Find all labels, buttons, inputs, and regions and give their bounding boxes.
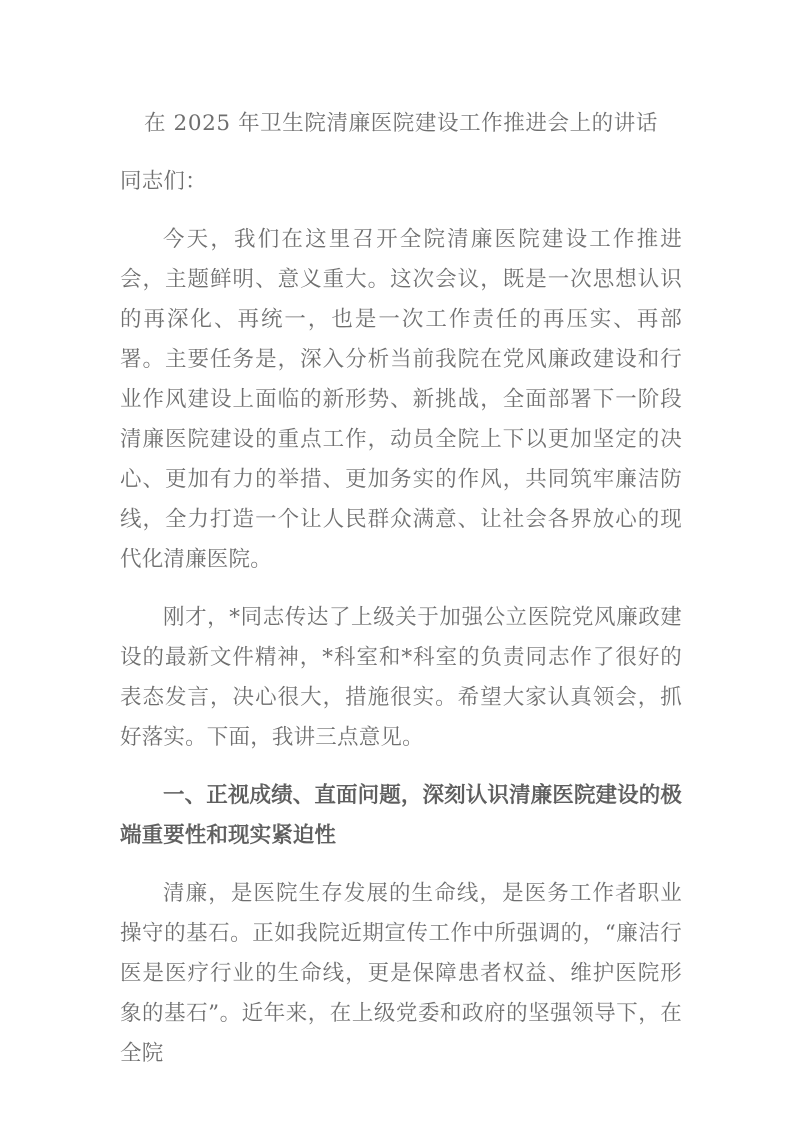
section-heading-one: 一、正视成绩、直面问题，深刻认识清廉医院建设的极端重要性和现实紧迫性 xyxy=(120,783,682,848)
document-title: 在 2025 年卫生院清廉医院建设工作推进会上的讲话 xyxy=(144,111,658,136)
document-content xyxy=(120,104,682,1074)
salutation: 同志们： xyxy=(120,169,207,194)
paragraph-opening: 今天，我们在这里召开全院清廉医院建设工作推进会，主题鲜明、意义重大。这次会议，既是一次思想认识的再深化、再统一，也是一次工作责任的再压实、再部署。主要任务是，深入分析当前我院在党风廉政建设和行业作风建设上面临的新形势、新挑战，全面部署下一阶段清廉医院建设的重点工作，动员全院上下以更加坚定的决心、更加有力的举措、更加务实的作风，共同筑牢廉洁防线，全力打造一个让人民群众满意、让社会各界放心的现代化清廉医院。 xyxy=(120,227,682,572)
paragraph-section-one-body: 清廉，是医院生存发展的生命线，是医务工作者职业操守的基石。正如我院近期宣传工作中所强调的，“廉洁行医是医疗行业的生命线，更是保障患者权益、维护医院形象的基石”。近年来，在上级党委和政府的坚强领导下，在全院 xyxy=(120,881,682,1066)
paragraph-briefing: 刚才，*同志传达了上级关于加强公立医院党风廉政建设的最新文件精神，*科室和*科室的负责同志作了很好的表态发言，决心很大，措施很实。希望大家认真领会，抓好落实。下面，我讲三点意见。 xyxy=(120,605,682,750)
